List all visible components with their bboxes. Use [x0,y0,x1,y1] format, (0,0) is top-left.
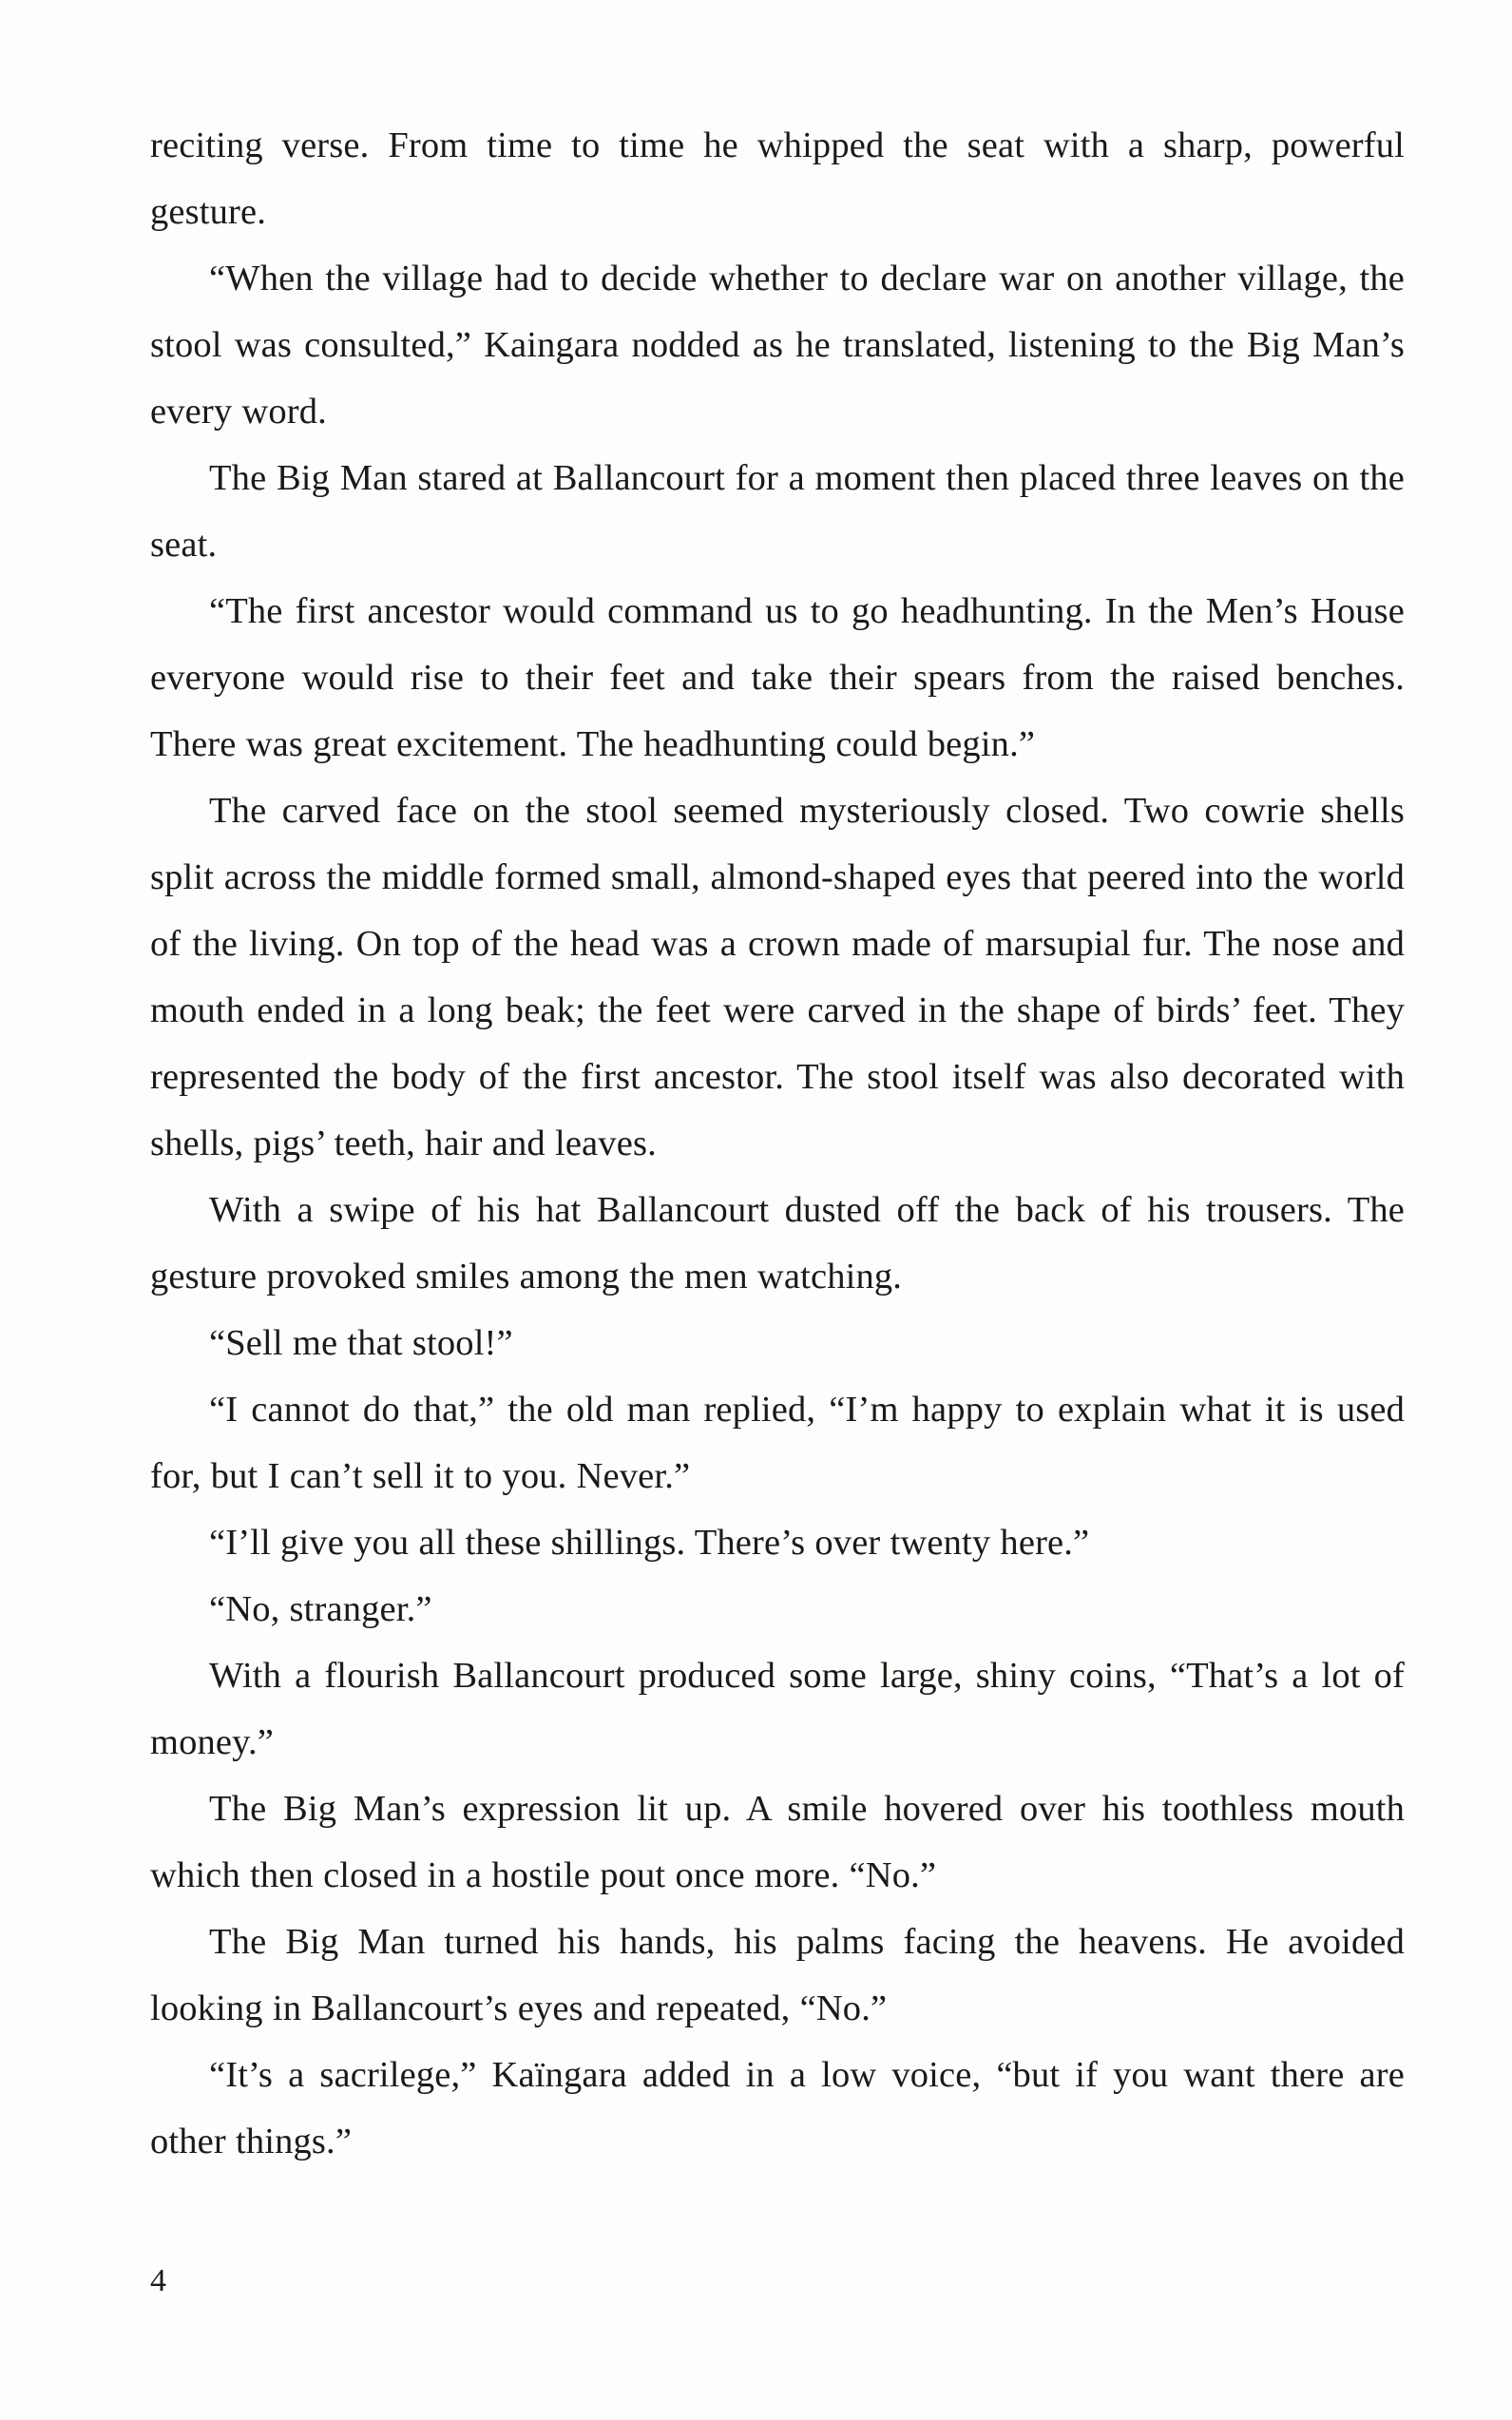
page-number: 4 [150,2263,166,2298]
paragraph: With a flourish Ballancourt produced some large, shiny coins, “That’s a lot of money.” [150,1656,1405,1762]
paragraph: reciting verse. From time to time he whipped the seat with a sharp, powerful gesture. [150,125,1405,232]
paragraph: “I cannot do that,” the old man replied, “I’m happy to explain what it is used for, but I can’t sell it to you. Never.” [150,1390,1405,1496]
paragraph: The Big Man turned his hands, his palms facing the heavens. He avoided looking in Ballancourt’s eyes and repeated, “No.” [150,1922,1405,2028]
paragraph: “It’s a sacrilege,” Kaïngara added in a low voice, “but if you want there are other things.” [150,2055,1405,2161]
paragraph: “Sell me that stool!” [209,1323,513,1363]
paragraph: With a swipe of his hat Ballancourt dusted off the back of his trousers. The gesture provoked smiles among the men watching. [150,1190,1405,1296]
paragraph: “I’ll give you all these shillings. There’s over twenty here.” [209,1523,1090,1563]
body-text-column [150,112,1405,2175]
paragraph: The Big Man stared at Ballancourt for a moment then placed three leaves on the seat. [150,458,1405,565]
paragraph: “No, stranger.” [209,1589,432,1629]
paragraph: The carved face on the stool seemed mysteriously closed. Two cowrie shells split across the middle formed small, almond-shaped eyes that peered into the world of the living. On top of the head was a crown made of marsupial fur. The nose and mouth ended in a long beak; the feet were carved in the shape of birds’ feet. They represented the body of the first ancestor. The stool itself was also decorated with shells, pigs’ teeth, hair and leaves. [150,791,1405,1163]
paragraph: “When the village had to decide whether to declare war on another village, the stool was consulted,” Kaingara nodded as he translated, listening to the Big Man’s every word. [150,259,1405,432]
paragraph: The Big Man’s expression lit up. A smile hovered over his toothless mouth which then closed in a hostile pout once more. “No.” [150,1789,1405,1895]
paragraph: “The first ancestor would command us to go headhunting. In the Men’s House everyone would rise to their feet and take their spears from the raised benches. There was great excitement. The headhunting could begin.” [150,591,1405,764]
